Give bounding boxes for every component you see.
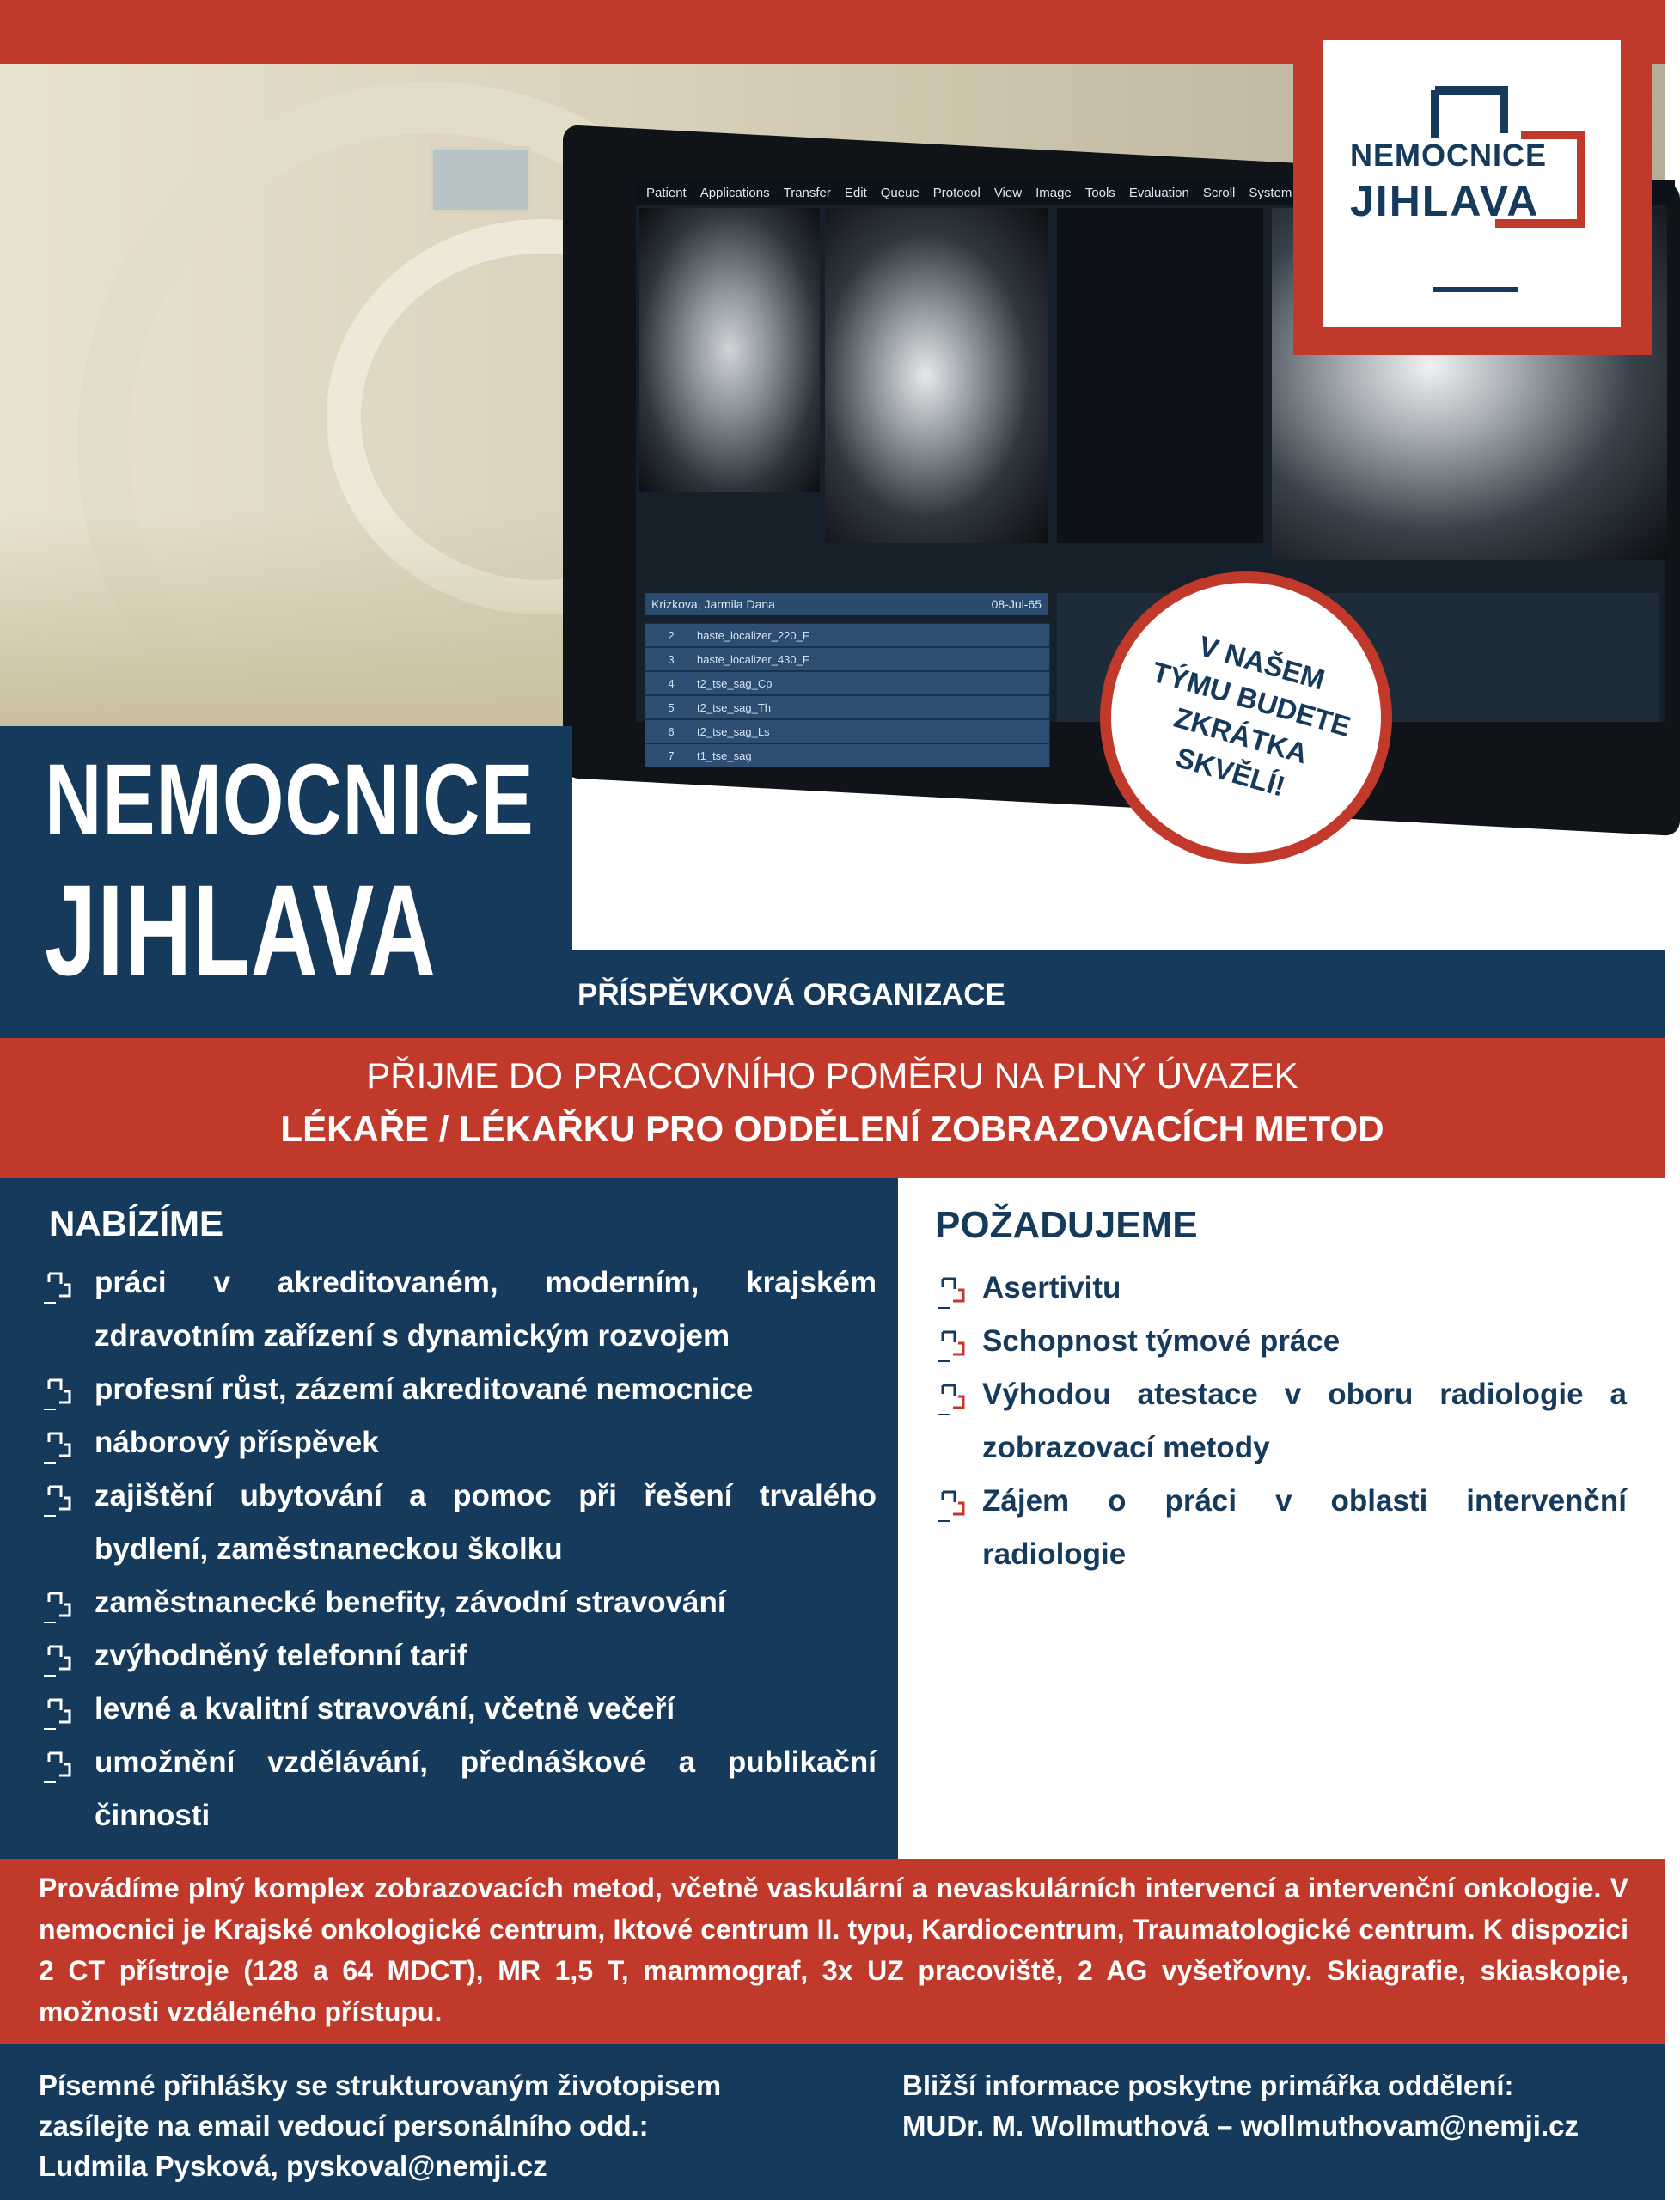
bracket-bullet-icon bbox=[932, 1329, 967, 1363]
bracket-bullet-icon bbox=[39, 1696, 73, 1731]
requirement-text: Asertivitu bbox=[982, 1271, 1121, 1305]
benefit-text: umožnění vzdělávání, přednáškové a publikační činnosti bbox=[95, 1745, 877, 1832]
protocol-row bbox=[645, 647, 1050, 671]
scan-image-spine bbox=[825, 208, 1048, 543]
screen-menu-item: Scroll bbox=[1202, 185, 1236, 200]
protocol-row bbox=[645, 671, 1050, 695]
screen-menu-item: Tools bbox=[1084, 185, 1115, 200]
team-badge bbox=[1100, 571, 1392, 864]
list-item bbox=[932, 1475, 1627, 1581]
patient-name: Krizkova, Jarmila Dana bbox=[651, 597, 775, 611]
footer-left-line: Písemné přihlášky se strukturovaným životopisem bbox=[39, 2069, 722, 2101]
protocol-number: 5 bbox=[668, 700, 675, 714]
team-badge-inner bbox=[1111, 583, 1381, 852]
list-item bbox=[39, 1683, 877, 1736]
footer-right-line: MUDr. M. Wollmuthová – wollmuthovam@nemji.cz bbox=[902, 2110, 1579, 2142]
bracket-bullet-icon bbox=[39, 1590, 73, 1624]
about-department-text: Provádíme plný komplex zobrazovacích metod, včetně vaskulární a nevaskulárních intervencí a intervenční onkologie. V nemocnici je Krajské onkologické centrum, Iktové centrum II. typu, Kardiocentrum, Traumatologické centrum. K dispozici 2 CT přístroje (128 a 64 MDCT), MR 1,5 T, mammograf, 3x UZ pracoviště, 2 AG vyšetřovny. Skiagrafie, skiaskopie, možnosti vzdáleného přístupu. bbox=[39, 1873, 1628, 2027]
bracket-bullet-icon bbox=[39, 1483, 73, 1518]
benefit-text: náborový příspěvek bbox=[95, 1426, 379, 1459]
logo-wordmark-line2: JIHLAVA bbox=[1350, 177, 1540, 225]
screen-menu-item: Edit bbox=[844, 185, 867, 200]
screen-menu-item: View bbox=[993, 185, 1023, 200]
bracket-bullet-icon bbox=[39, 1750, 73, 1784]
offer-line1: PŘIJME DO PRACOVNÍHO POMĚRU NA PLNÝ ÚVAZEK bbox=[366, 1055, 1298, 1096]
footer-left-line: zasílejte na email vedoucí personálního odd.: bbox=[39, 2110, 649, 2142]
benefit-text: práci v akreditovaném, moderním, krajském zdravotním zařízení s dynamickým rozvojem bbox=[95, 1266, 877, 1353]
protocol-name: t2_tse_sag_Cp bbox=[697, 676, 773, 690]
benefits-list bbox=[39, 1256, 877, 1842]
bracket-bullet-icon bbox=[932, 1488, 967, 1523]
screen-menu-item: Queue bbox=[880, 185, 919, 200]
scanner-display bbox=[430, 146, 531, 213]
protocol-row bbox=[645, 695, 1050, 719]
screen-menu-item: Image bbox=[1035, 185, 1072, 200]
list-item bbox=[39, 1416, 877, 1470]
screen-menu-item: Transfer bbox=[783, 185, 831, 200]
protocol-row bbox=[645, 623, 1050, 647]
list-item bbox=[39, 1576, 877, 1629]
bracket-bullet-icon bbox=[39, 1430, 73, 1464]
list-item bbox=[39, 1629, 877, 1683]
screen-menu-item: Protocol bbox=[932, 185, 981, 200]
floor-reflection bbox=[0, 511, 602, 726]
hospital-title-line1: NEMOCNICE bbox=[45, 743, 535, 857]
protocol-number: 3 bbox=[668, 652, 675, 666]
requirements-list bbox=[932, 1262, 1627, 1581]
list-item bbox=[932, 1315, 1627, 1368]
protocol-name: haste_localizer_430_F bbox=[697, 652, 809, 666]
protocol-number: 4 bbox=[668, 676, 675, 690]
list-item bbox=[932, 1262, 1627, 1315]
screen-menu-item: Evaluation bbox=[1128, 185, 1189, 200]
benefit-text: zajištění ubytování a pomoc při řešení trvalého bydlení, zaměstnaneckou školku bbox=[95, 1479, 877, 1566]
footer-contact-info bbox=[902, 2065, 1659, 2146]
bracket-bullet-icon bbox=[39, 1377, 73, 1411]
scan-image-localizer bbox=[1057, 208, 1263, 543]
requirement-text: Výhodou atestace v oboru radiologie a zobrazovací metody bbox=[982, 1378, 1627, 1464]
list-item bbox=[932, 1368, 1627, 1475]
footer-left-line: Ludmila Pysková, pyskoval@nemji.cz bbox=[39, 2150, 547, 2182]
benefit-text: profesní růst, zázemí akreditované nemocnice bbox=[95, 1372, 754, 1406]
footer-application-info bbox=[39, 2065, 812, 2186]
screen-menu-item: Patient bbox=[646, 185, 687, 200]
protocol-number: 6 bbox=[668, 724, 675, 738]
logo-wordmark-line1: NEMOCNICE bbox=[1350, 138, 1548, 173]
list-item bbox=[39, 1736, 877, 1842]
list-item bbox=[39, 1470, 877, 1576]
hospital-title-line2: JIHLAVA bbox=[45, 858, 437, 1002]
screen-menu-item: Applications bbox=[699, 185, 770, 200]
list-item bbox=[39, 1256, 877, 1363]
protocol-row bbox=[645, 719, 1050, 743]
benefits-heading: NABÍZÍME bbox=[49, 1203, 223, 1244]
footer-right-line: Bližší informace poskytne primářka oddělení: bbox=[902, 2069, 1514, 2101]
requirement-text: Schopnost týmové práce bbox=[982, 1324, 1341, 1358]
list-item bbox=[39, 1363, 877, 1416]
patient-row bbox=[645, 593, 1048, 615]
protocol-name: t2_tse_sag_Ls bbox=[697, 724, 770, 738]
bracket-bullet-icon bbox=[932, 1275, 967, 1310]
protocol-row bbox=[645, 743, 1050, 767]
protocol-number: 7 bbox=[668, 749, 675, 762]
protocol-number: 2 bbox=[668, 628, 675, 642]
organization-type: PŘÍSPĚVKOVÁ ORGANIZACE bbox=[577, 978, 1005, 1011]
offer-line2: LÉKAŘE / LÉKAŘKU PRO ODDĚLENÍ ZOBRAZOVACÍCH METOD bbox=[280, 1109, 1384, 1149]
protocol-name: t1_tse_sag bbox=[697, 749, 752, 762]
screen-menu-item: System bbox=[1249, 185, 1292, 200]
bracket-bullet-icon bbox=[39, 1270, 73, 1305]
benefit-text: zvýhodněný telefonní tarif bbox=[95, 1639, 467, 1672]
bracket-bullet-icon bbox=[39, 1643, 73, 1678]
protocol-name: t2_tse_sag_Th bbox=[697, 700, 772, 714]
bracket-bullet-icon bbox=[932, 1382, 967, 1416]
exam-date: 08-Jul-65 bbox=[991, 597, 1042, 611]
requirements-heading: POŽADUJEME bbox=[935, 1204, 1198, 1246]
benefit-text: levné a kvalitní stravování, včetně večeří bbox=[95, 1692, 675, 1726]
protocol-name: haste_localizer_220_F bbox=[697, 628, 809, 642]
team-badge-text: V NAŠEM TÝMU BUDETE ZKRÁTKA SKVĚLÍ! bbox=[1148, 629, 1354, 803]
benefit-text: zaměstnanecké benefity, závodní stravování bbox=[95, 1586, 726, 1619]
scan-image-1 bbox=[639, 208, 820, 492]
requirement-text: Zájem o práci v oblasti intervenční radiologie bbox=[982, 1484, 1627, 1571]
